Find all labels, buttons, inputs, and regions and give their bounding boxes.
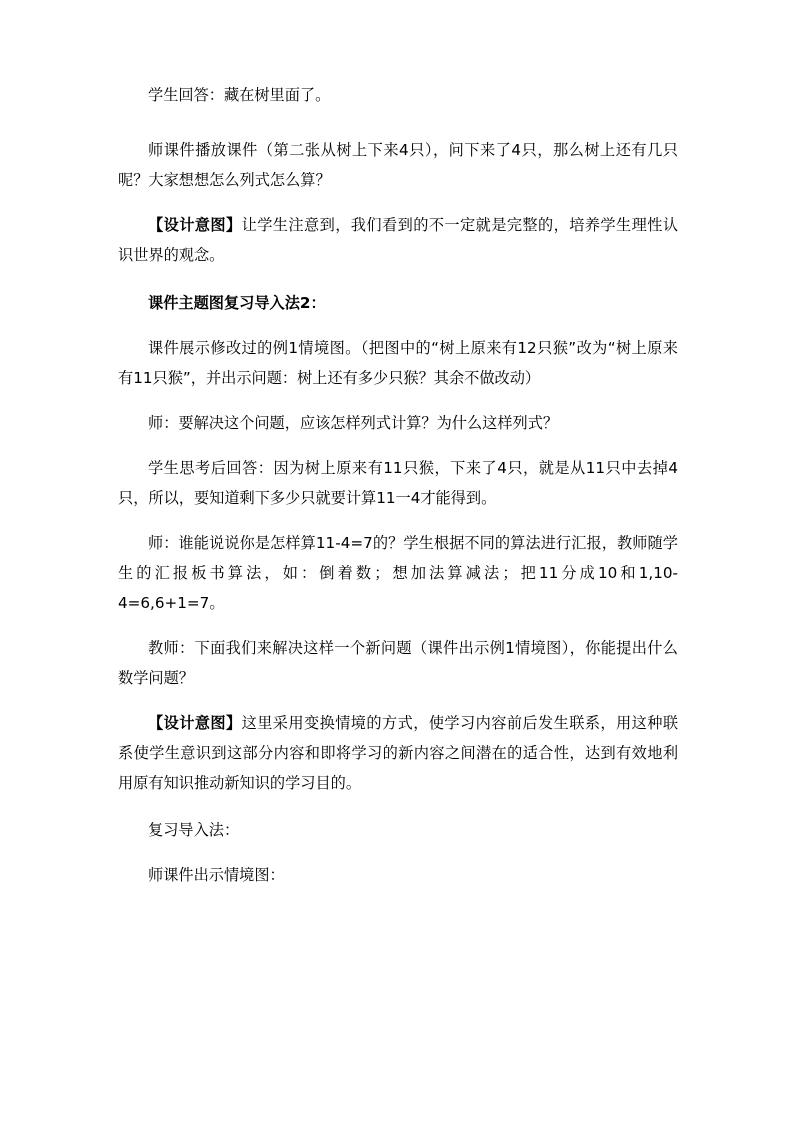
design-intent-text: 让学生注意到，我们看到的不一定就是完整的，培养学生理性认识世界的观念。	[118, 216, 679, 264]
paragraph-design-intent-2	[118, 708, 678, 798]
paragraph-teacher-courseware: 师课件播放课件（第二张从树上下来4只），问下来了4只，那么树上还有几只呢？大家想想怎么列式怎么算？	[118, 141, 678, 189]
paragraph-teacher-algorithms: 师：谁能说说你是怎样算11-4=7的？学生根据不同的算法进行汇报，教师随学生的汇报板书算法，如：倒着数；想加法算减法；把11分成10和1,10-4=6,6+1=7。	[118, 534, 678, 612]
paragraph-student-answer: 学生回答：藏在树里面了。	[148, 86, 331, 104]
paragraph-design-intent-1	[118, 210, 678, 270]
design-intent-text: 这里采用变换情境的方式，使学习内容前后发生联系，用这种联系使学生意识到这部分内容和即将学习的新内容之间潜在的适合性，达到有效地利用原有知识推动新知识的学习目的。	[118, 714, 679, 792]
section-heading-review-method-2: 课件主题图复习导入法2：	[148, 294, 326, 312]
design-intent-label: 【设计意图】	[148, 714, 242, 732]
paragraph-courseware-display: 课件展示修改过的例1情境图。（把图中的“树上原来有12只猴”改为“树上原来有11只猴”，并出示问题：树上还有多少只猴？其余不做改动）	[118, 339, 678, 387]
paragraph-review-method: 复习导入法：	[148, 821, 240, 839]
paragraph-teacher-new-problem: 教师：下面我们来解决这样一个新问题（课件出示例1情境图），你能提出什么数学问题？	[118, 639, 678, 687]
paragraph-teacher-question: 师：要解决这个问题，应该怎样列式计算？为什么这样列式？	[148, 414, 559, 432]
paragraph-student-thinking: 学生思考后回答：因为树上原来有11只猴，下来了4只，就是从11只中去掉4只，所以，要知道剩下多少只就要计算11一4才能得到。	[118, 459, 678, 507]
design-intent-label: 【设计意图】	[148, 216, 242, 234]
paragraph-teacher-shows-scene: 师课件出示情境图：	[148, 866, 285, 884]
